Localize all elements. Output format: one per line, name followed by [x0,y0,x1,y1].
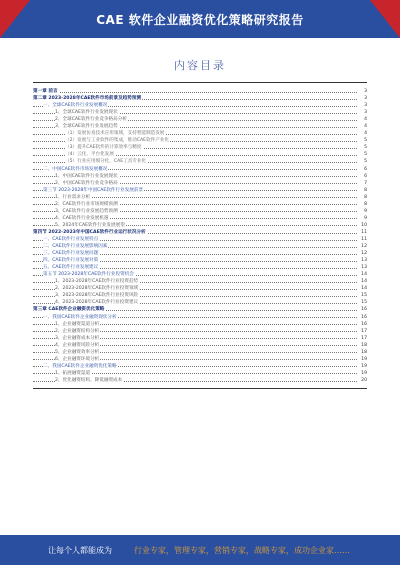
toc-entry-label: 5、企业融资效率分析 [55,349,100,355]
toc-entry-page: 17 [361,335,367,341]
toc-entry[interactable] [33,314,367,321]
toc-entry-label: 2、优化融资结构，降低融资成本 [55,377,123,383]
toc-entry[interactable] [33,306,367,313]
toc-entry[interactable] [33,166,367,173]
toc-entry-label: 第一章 前言 [33,89,58,94]
toc-entry-page: 5 [364,145,367,151]
toc-entry[interactable] [33,151,367,158]
toc-entry[interactable] [33,215,367,222]
toc-top-rule [33,82,367,83]
footer-slogan: 让每个人都能成为 [48,546,112,555]
toc-entry-label: 1、拓展融资渠道 [55,370,91,376]
toc-entry-label: 二、我国CAE软件企业融资优化策略 [43,363,117,369]
toc-entry-page: 5 [364,152,367,158]
toc-entry-page: 14 [361,286,367,292]
toc-entry-label: 五、CAE软件行业发展建议 [43,265,99,271]
toc-entry-label: 1、行业需求分析 [55,194,91,200]
toc-entry-label: 6、企业融资环境分析 [55,356,100,362]
toc-entry[interactable] [33,180,367,187]
toc-entry-page: 3 [364,110,367,116]
toc-entry[interactable] [33,377,367,384]
toc-entry-page: 13 [361,258,367,264]
toc-entry-page: 19 [361,363,367,369]
report-header [0,0,400,38]
report-title: CAE 软件企业融资优化策略研究报告 [96,13,304,27]
toc-entry-label: 一、我国CAE软件企业融资现状分析 [43,314,117,320]
toc-entry-label: （3）提升CAE软件的计算效率与精度 [65,145,142,151]
toc-entry[interactable] [33,356,367,363]
toc-entry-label: 一、CAE软件行业发展特点 [43,236,99,242]
toc-leader-dots [33,92,357,93]
toc-entry-page: 14 [361,279,367,285]
toc-entry-page: 9 [364,215,367,221]
toc-entry[interactable] [33,349,367,356]
toc-entry-label: 2、企业融资结构分析 [55,328,100,334]
toc-entry-page: 10 [361,222,367,228]
toc-entry[interactable] [33,123,367,130]
toc-entry[interactable] [33,102,367,109]
toc-entry[interactable] [33,137,367,144]
toc-entry-label: 二、中国CAE软件市场发展概况 [43,166,108,172]
toc-entry-label: 1、中国CAE软件行业发展现状 [55,173,118,179]
toc-entry-page: 18 [361,342,367,348]
toc-entry-label: 1、全球CAE软件行业发展现状 [55,110,118,116]
toc-entry[interactable] [33,264,367,271]
toc-entry-page: 16 [361,314,367,320]
toc-entry[interactable] [33,194,367,201]
toc-entry-label: （5）行业应用细分化，CAE工具专业化 [65,159,147,165]
toc-entry-page: 11 [361,229,367,235]
toc-entry[interactable] [33,370,367,377]
toc-entry-page: 20 [361,377,367,383]
toc-entry[interactable] [33,299,367,306]
toc-entry[interactable] [33,342,367,349]
toc-entry-label: 3、全球CAE软件行业发展趋势 [55,124,118,130]
toc-entry-page: 18 [361,349,367,355]
toc-entry-page: 6 [364,166,367,172]
toc-entry-label: 3、2023-2028年CAE软件行业投资风险 [55,293,139,299]
toc-entry[interactable] [33,201,367,208]
toc-entry-label: 3、CAE软件行业发展趋势预测 [55,208,118,214]
toc-entry-page: 12 [361,244,367,250]
toc-entry[interactable] [33,250,367,257]
toc-entry[interactable] [33,335,367,342]
toc-entry[interactable] [33,116,367,123]
toc-entry-label: （1）发展仿真技术应用领域，支持智能制造发展 [65,131,165,137]
toc-entry-page: 16 [361,321,367,327]
toc-entry-page: 6 [364,173,367,179]
toc-entry-page: 16 [361,307,367,313]
toc-entry-label: 2、中国CAE软件行业竞争格局 [55,180,118,186]
toc-entry-page: 3 [364,96,367,102]
toc-entry-label: 4、CAE软件行业发展机遇 [55,215,109,221]
toc-entry-page: 17 [361,328,367,334]
toc-entry-page: 14 [361,272,367,278]
toc-entry[interactable] [33,271,367,278]
toc-entry-page: 19 [361,370,367,376]
toc-entry-page: 3 [364,89,367,94]
toc-entry[interactable] [33,222,367,229]
toc-entry[interactable] [33,109,367,116]
toc-entry-page: 4 [364,124,367,130]
toc-entry-label: 第五节 2023-2028年CAE软件行业投资机会 [43,272,134,278]
toc-entry[interactable] [33,130,367,137]
toc-entry-page: 3 [364,103,367,109]
toc-title: 内容目录 [174,59,226,72]
toc-entry[interactable] [33,173,367,180]
toc-entry[interactable] [33,236,367,243]
table-of-contents [33,88,367,384]
toc-entry[interactable] [33,95,367,102]
toc-entry[interactable] [33,144,367,151]
toc-entry[interactable] [33,208,367,215]
toc-bottom-rule [33,388,367,389]
toc-entry-label: （4）云化、平台化发展 [65,152,114,158]
toc-entry[interactable] [33,363,367,370]
toc-entry-page: 15 [361,293,367,299]
toc-entry[interactable] [33,285,367,292]
toc-entry-label: 4、企业融资风险分析 [55,342,100,348]
toc-entry[interactable] [33,292,367,299]
toc-entry-page: 8 [364,194,367,200]
toc-entry-page: 4 [364,117,367,123]
toc-entry-page: 12 [361,251,367,257]
toc-entry-label: 第四节 2022-2023年中国CAE软件行业运行状况分析 [33,229,146,235]
toc-entry-label: 4、2023-2028年CAE软件行业投资建议 [55,300,139,306]
toc-entry-page: 13 [361,265,367,271]
toc-entry-page: 5 [364,138,367,144]
toc-entry[interactable] [33,187,367,194]
toc-entry[interactable] [33,257,367,264]
toc-entry[interactable] [33,321,367,328]
page-footer [0,535,400,565]
toc-entry-page: 8 [364,201,367,207]
toc-entry-label: 第二章 2023-2028年CAE软件市场前景及趋势预测 [33,96,142,102]
toc-entry[interactable] [33,88,367,95]
toc-entry-label: 5、2024年CAE软件行业发展展望 [55,222,125,228]
toc-entry-page: 9 [364,208,367,214]
toc-entry-label: 第三章 CAE软件企业融资优化策略 [33,307,105,313]
toc-entry[interactable] [33,158,367,165]
toc-entry-page: 15 [361,300,367,306]
toc-entry-page: 7 [364,180,367,186]
toc-entry-page: 11 [361,236,367,242]
toc-entry-label: 四、CAE软件行业发展对策 [43,258,99,264]
toc-entry-label: 一、全球CAE软件行业发展概况 [43,103,108,109]
toc-entry-label: 二、CAE软件行业发展影响因素 [43,244,108,250]
toc-entry-label: 2、CAE软件行业市场规模预测 [55,201,118,207]
toc-entry-label: 2、全球CAE软件行业竞争格局分析 [55,117,127,123]
toc-entry-page: 8 [364,187,367,193]
toc-entry-label: 3、企业融资成本分析 [55,335,100,341]
toc-entry[interactable] [33,243,367,250]
footer-tagline: 行业专家，管理专家，营销专家，战略专家，成功企业家…… [134,546,350,555]
toc-entry-label: 三、CAE软件行业发展问题 [43,251,99,257]
toc-entry[interactable] [33,229,367,236]
toc-entry-label: 1、企业融资渠道分析 [55,321,100,327]
toc-entry-label: 1、2023-2028年CAE软件行业投资趋势 [55,279,139,285]
toc-entry-page: 19 [361,356,367,362]
toc-entry-label: （2）发展与工业软件的集成，推动CAE软件产业化 [65,138,170,144]
toc-entry[interactable] [33,328,367,335]
toc-entry-label: 第三节 2023-2028年中国CAE软件行业发展前景 [43,187,144,193]
toc-entry[interactable] [33,278,367,285]
toc-entry-page: 5 [364,159,367,165]
toc-entry-label: 2、2023-2028年CAE软件行业投资领域 [55,286,139,292]
toc-entry-page: 4 [364,131,367,137]
